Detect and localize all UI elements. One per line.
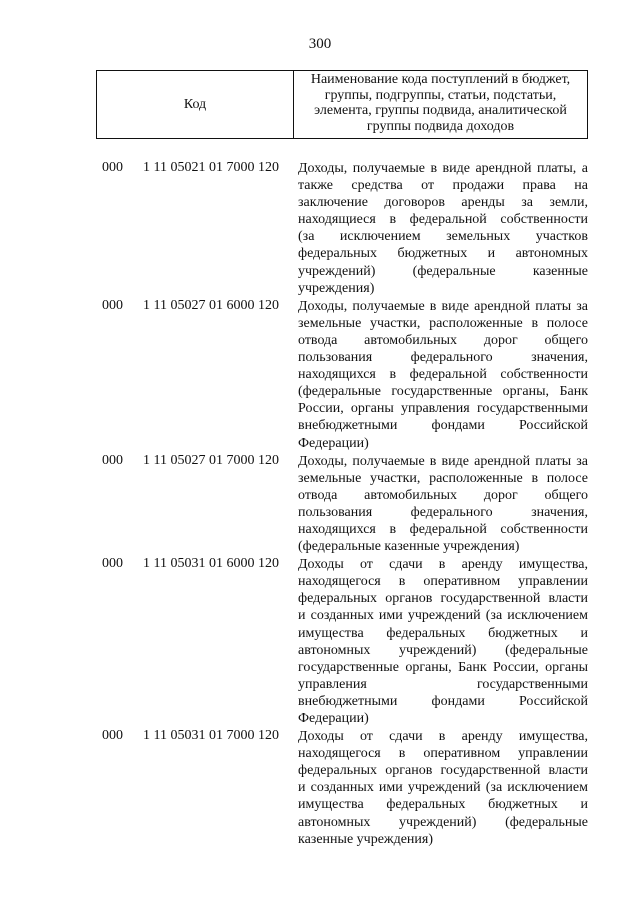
description-line: автономных учреждений) (федеральные — [298, 642, 588, 658]
revenue-code: 1 11 05021 01 7000 120 — [143, 160, 279, 175]
revenue-code: 1 11 05031 01 7000 120 — [143, 728, 279, 744]
admin-code: 000 — [102, 452, 123, 468]
description-line: Доходы от сдачи в аренду имущества, — [298, 729, 588, 745]
table-row — [0, 728, 640, 848]
description-line: отвода автомобильных дорог общего — [298, 332, 588, 348]
description-line: (за исключением земельных участков — [298, 229, 588, 245]
description-line: казенные учреждения) — [298, 831, 434, 847]
table-row — [0, 298, 640, 452]
revenue-description — [298, 728, 588, 848]
description-line: пользования федерального значения, — [298, 504, 588, 520]
header-name-line: элемента, группы подвида, аналитической — [314, 103, 567, 118]
admin-code: 000 — [102, 728, 123, 744]
description-line: Доходы, получаемые в виде арендной платы за — [298, 298, 588, 314]
description-line: (федеральные государственные органы, Банк — [298, 384, 588, 400]
description-line: федеральных органов государственной власти — [298, 591, 588, 607]
description-line: находящиеся в федеральной собственности — [298, 212, 588, 228]
description-line: Доходы, получаемые в виде арендной платы, а — [298, 161, 588, 176]
revenue-code: 1 11 05031 01 6000 120 — [143, 556, 279, 572]
description-line: (федеральные казенные учреждения) — [298, 539, 520, 555]
description-line: пользования федерального значения, — [298, 350, 588, 366]
header-code-column: Код — [97, 71, 294, 138]
description-line: и созданных ими учреждений (за исключением — [298, 780, 588, 796]
revenue-description — [298, 556, 588, 727]
description-line: Федерации) — [298, 711, 369, 726]
description-line: находящегося в оперативном управлении — [298, 574, 588, 590]
table-header — [96, 70, 588, 139]
description-line: земельные участки, расположенные в полосе — [298, 470, 588, 486]
page-number: 300 — [308, 36, 332, 52]
description-line: внебюджетными фондами Российской — [298, 693, 588, 709]
description-line: находящихся в федеральной собственности — [298, 521, 588, 537]
description-line: отвода автомобильных дорог общего — [298, 487, 588, 503]
revenue-description — [298, 453, 588, 556]
revenue-description — [298, 160, 588, 297]
header-name-line: Наименование кода поступлений в бюджет, — [310, 72, 571, 87]
admin-code: 000 — [102, 556, 123, 572]
description-line: федеральных органов государственной власти — [298, 763, 588, 779]
description-line: внебюджетными фондами Российской — [298, 418, 588, 434]
table-body — [0, 160, 640, 848]
description-line: находящегося в оперативном управлении — [298, 746, 588, 762]
description-line: управления государственными — [298, 676, 588, 692]
description-line: Федерации) — [298, 435, 369, 451]
description-line: государственные органы, Банк России, органы — [298, 659, 588, 675]
revenue-code: 1 11 05027 01 6000 120 — [143, 297, 279, 313]
admin-code: 000 — [102, 160, 123, 175]
revenue-description — [298, 298, 588, 452]
description-line: автономных учреждений) (федеральные — [298, 814, 588, 830]
description-line: имущества федеральных бюджетных и — [298, 797, 588, 813]
admin-code: 000 — [102, 297, 123, 313]
description-line: и созданных ими учреждений (за исключением — [298, 608, 588, 624]
table-row — [0, 453, 640, 556]
description-line: Доходы от сдачи в аренду имущества, — [298, 557, 588, 573]
table-row — [0, 160, 640, 297]
header-name-column — [294, 71, 587, 138]
description-line: учреждения) — [298, 280, 375, 296]
description-line: федеральных бюджетных и автономных — [298, 246, 588, 262]
description-line: имущества федеральных бюджетных и — [298, 625, 588, 641]
description-line: Доходы, получаемые в виде арендной платы за — [298, 453, 588, 469]
description-line: России, органы управления государственными — [298, 401, 588, 417]
description-line: учреждений) (федеральные казенные — [298, 263, 588, 279]
revenue-code: 1 11 05027 01 7000 120 — [143, 452, 279, 468]
description-line: также средства от продажи права на — [298, 178, 588, 194]
header-name-line: группы, подгруппы, статьи, подстатьи, — [324, 87, 557, 103]
header-name-line: группы подвида доходов — [366, 118, 515, 134]
description-line: земельные участки, расположенные в полосе — [298, 315, 588, 331]
description-line: заключение договоров аренды за земли, — [298, 195, 588, 211]
description-line: находящихся в федеральной собственности — [298, 367, 588, 383]
table-row — [0, 556, 640, 727]
